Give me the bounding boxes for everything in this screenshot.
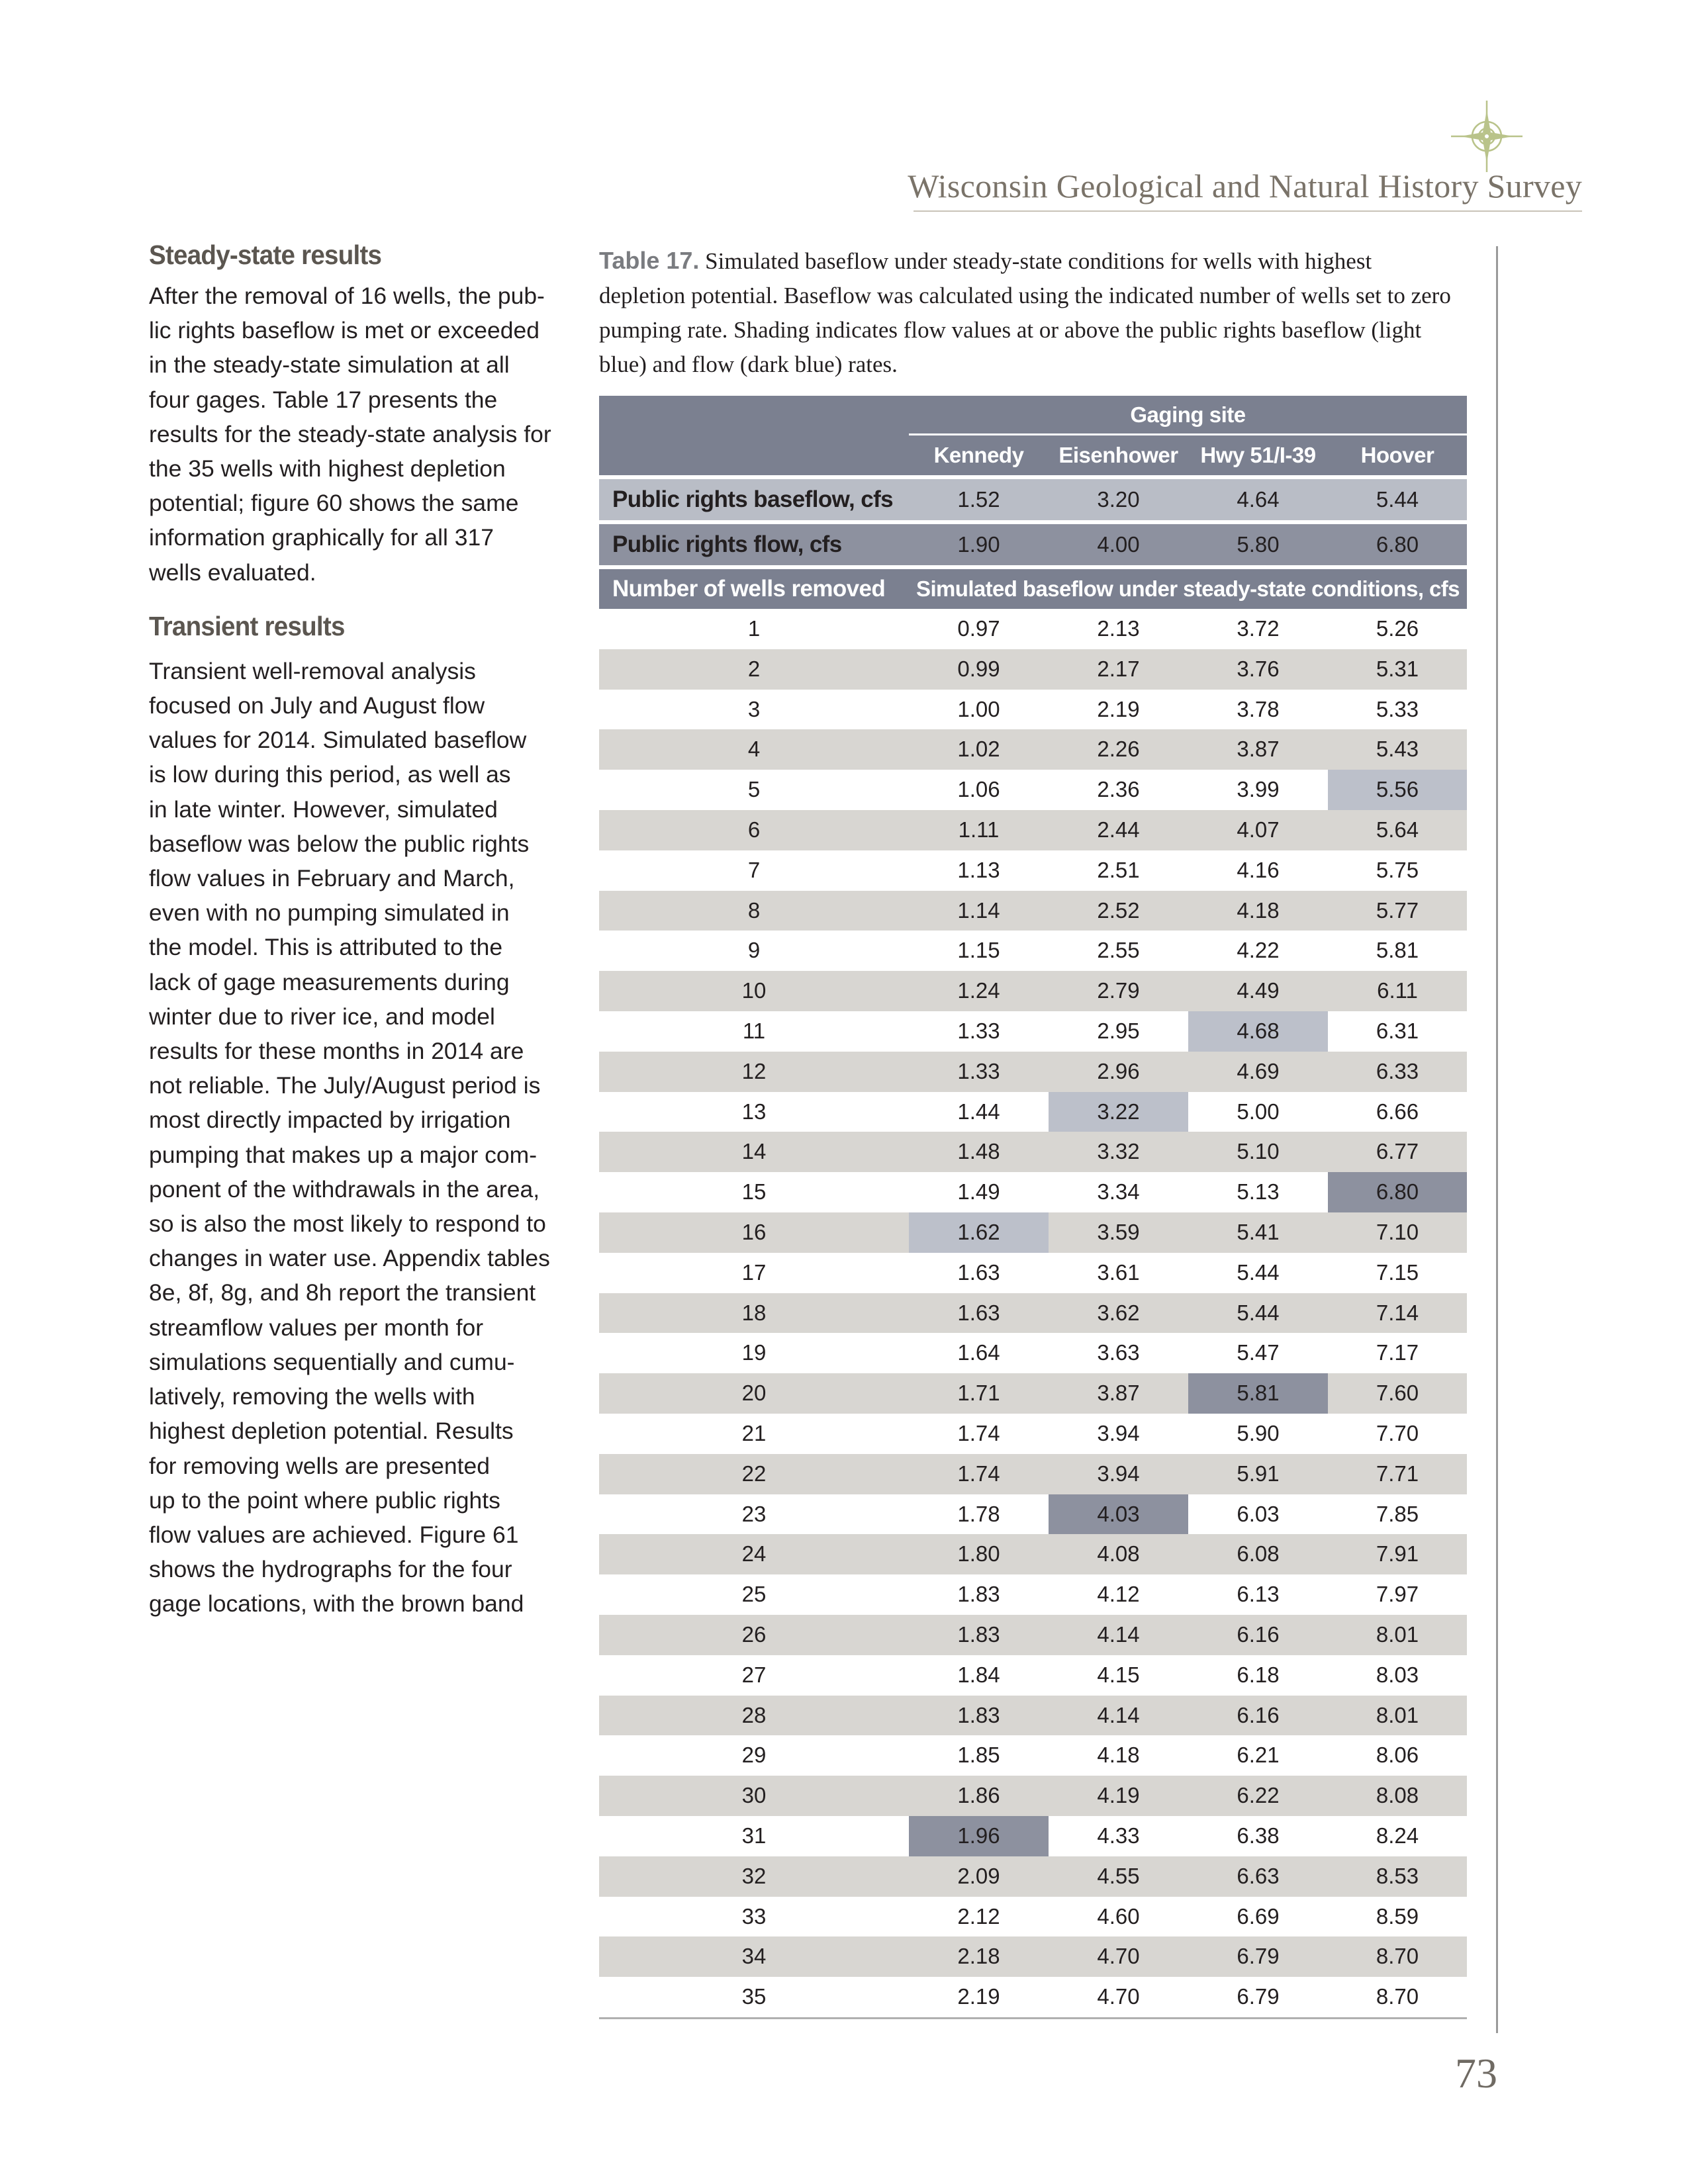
table-cell: 1.64 [957,1340,1000,1365]
table-cell: 1.83 [957,1702,1000,1727]
table-cell: 1.49 [957,1179,1000,1205]
paragraph-steady-state: After the removal of 16 wells, the pub- lic rights baseflow is met or exceeded in the steady-state simulation at all four gages. Table 17 presents the results for the steady-state analysis for the 35 wells with highest depletion potential; figure 60 shows the same information graphically for all 317 wells evaluated. [149,283,551,586]
table-cell: 7.97 [1376,1582,1419,1607]
wells-removed-cell: 23 [741,1501,767,1526]
table-cell: 5.90 [1237,1420,1280,1445]
public-rights-flow-row [599,524,1467,565]
table-cell: 1.86 [957,1783,1000,1808]
table-cell: 1.15 [957,938,1000,963]
table-cell: 4.14 [1097,1621,1140,1647]
table-row [599,1735,1467,1776]
table-cell: 1.83 [957,1582,1000,1607]
table-row [599,1534,1467,1574]
table-cell: 3.61 [1097,1259,1140,1285]
wells-removed-cell: 6 [747,817,761,842]
table-cell: 8.70 [1376,1984,1419,2009]
table-row [599,1011,1467,1052]
table-cell: 6.16 [1237,1702,1280,1727]
table-cell: 6.38 [1237,1823,1280,1848]
row-label: Public rights baseflow, cfs [612,486,893,512]
table-cell: 7.85 [1376,1501,1419,1526]
table-row [599,931,1467,971]
table-cell: 1.71 [957,1381,1000,1406]
table-cell: 1.63 [957,1259,1000,1285]
wells-removed-cell: 34 [741,1944,767,1969]
table-cell: 5.75 [1376,857,1419,882]
table-row [599,1494,1467,1535]
table-cell: 4.33 [1097,1823,1140,1848]
table-header-blank [599,435,909,475]
table-cell: 5.43 [1376,737,1419,762]
table-row [599,1615,1467,1655]
wells-removed-cell: 29 [741,1743,767,1768]
table-row [599,1212,1467,1253]
page-number: 73 [1455,2050,1497,2097]
table-cell: 6.22 [1237,1783,1280,1808]
table-cell: 6.18 [1237,1662,1280,1687]
table-cell: 3.94 [1097,1461,1140,1486]
table-cell: 4.64 [1237,487,1280,512]
table-cell: 6.63 [1237,1863,1280,1888]
table-cell: 4.18 [1097,1743,1140,1768]
table-cell: 4.22 [1237,938,1280,963]
section-heading-steady-state: Steady-state results [149,240,382,270]
column-header-eisenhower: Eisenhower [1058,443,1178,467]
table-cell: 5.13 [1237,1179,1280,1205]
table-cell: 3.87 [1097,1381,1140,1406]
section-heading-transient: Transient results [149,610,345,641]
table-row [599,1655,1467,1696]
table-cell: 6.33 [1376,1058,1419,1083]
table-cell: 2.36 [1097,777,1140,802]
table-cell: 3.76 [1237,656,1280,681]
wells-removed-cell: 2 [747,656,761,681]
table-body [599,609,1467,2017]
wells-removed-cell: 11 [742,1018,766,1043]
table-cell: 6.77 [1376,1139,1419,1164]
table-cell: 2.52 [1097,897,1140,923]
table-cell: 0.97 [957,616,1000,641]
table-cell: 7.10 [1376,1219,1419,1244]
table-column-header-row [599,435,1467,475]
table-cell: 1.48 [957,1139,1000,1164]
table-cell: 6.21 [1237,1743,1280,1768]
wells-removed-cell: 17 [741,1259,767,1285]
table-bottom-rule [599,2017,1467,2019]
table-caption-text: Simulated baseflow under steady-state conditions for wells with highest depletion potential. Baseflow was calculated using the indicated number of wells set to zero pumping rate. Shading indicates flow values at or above the public rights baseflow (light blue) and flow (dark blue) rates. [599,248,1451,377]
table-cell: 1.80 [957,1541,1000,1567]
wells-removed-cell: 19 [741,1340,767,1365]
wells-removed-cell: 20 [741,1381,767,1406]
table-cell: 8.53 [1376,1863,1419,1888]
wells-removed-cell: 16 [741,1219,767,1244]
wells-removed-cell: 7 [747,857,761,882]
table-cell: 4.14 [1097,1702,1140,1727]
table-cell: 8.24 [1376,1823,1419,1848]
simulated-baseflow-header: Simulated baseflow under steady-state conditions, cfs [916,576,1460,601]
data-header-row [599,569,1467,609]
wells-removed-cell: 26 [741,1621,767,1647]
table-cell: 1.83 [957,1621,1000,1647]
table-cell: 7.14 [1376,1300,1419,1325]
table-row [599,1414,1467,1454]
table-cell: 5.44 [1237,1259,1280,1285]
table-cell: 7.17 [1376,1340,1419,1365]
table-cell: 2.09 [957,1863,1000,1888]
wells-removed-cell: 35 [741,1984,767,2009]
table-cell: 6.79 [1237,1944,1280,1969]
table-cell: 4.70 [1097,1984,1140,2009]
table-row [599,1454,1467,1494]
table-cell: 7.71 [1376,1461,1419,1486]
table-cell: 3.32 [1097,1139,1140,1164]
table-cell: 5.56 [1328,770,1467,810]
table-row [599,1696,1467,1736]
table-cell: 1.24 [957,978,1000,1003]
wells-removed-cell: 21 [741,1420,767,1445]
table-cell: 6.03 [1237,1501,1280,1526]
table-cell: 1.44 [957,1099,1000,1124]
table-cell: 3.20 [1097,487,1140,512]
table-cell: 5.91 [1237,1461,1280,1486]
table-cell: 1.74 [957,1420,1000,1445]
table-cell: 7.91 [1376,1541,1419,1567]
wells-removed-cell: 4 [747,737,761,762]
table-cell: 2.44 [1097,817,1140,842]
table-cell: 2.51 [1097,857,1140,882]
table-cell: 1.33 [957,1018,1000,1043]
table-cell: 4.18 [1237,897,1280,923]
table-cell: 5.44 [1376,487,1419,512]
table-row [599,1373,1467,1414]
table-cell: 3.72 [1237,616,1280,641]
table-cell: 7.15 [1376,1259,1419,1285]
table-cell: 1.13 [957,857,1000,882]
table-cell: 5.31 [1376,656,1419,681]
table-cell: 3.59 [1097,1219,1140,1244]
table-row [599,729,1467,770]
table-row [599,1936,1467,1977]
table-row [599,1132,1467,1172]
table-cell: 1.06 [957,777,1000,802]
table-cell: 5.47 [1237,1340,1280,1365]
table-cell: 5.81 [1376,938,1419,963]
table-cell: 6.66 [1376,1099,1419,1124]
column-header-hoover: Hoover [1360,443,1434,467]
column-header-hwy51: Hwy 51/I-39 [1200,443,1316,467]
table-row [599,690,1467,730]
table-cell: 2.96 [1097,1058,1140,1083]
table-cell: 4.49 [1237,978,1280,1003]
table-cell: 1.90 [957,532,1000,557]
table-cell: 3.99 [1237,777,1280,802]
table-row [599,1092,1467,1132]
table-row [599,1333,1467,1373]
wells-removed-cell: 5 [747,777,761,802]
table-cell: 8.06 [1376,1743,1419,1768]
wells-removed-cell: 32 [741,1863,767,1888]
table-cell: 4.12 [1097,1582,1140,1607]
table-cell: 4.15 [1097,1662,1140,1687]
table-caption [599,244,1460,382]
table-header-blank [599,396,909,435]
table-cell: 4.60 [1097,1903,1140,1929]
table-cell: 6.16 [1237,1621,1280,1647]
table-cell: 5.41 [1237,1219,1280,1244]
table-cell: 1.00 [957,696,1000,721]
table-cell: 5.26 [1376,616,1419,641]
table-cell: 6.13 [1237,1582,1280,1607]
table-cell: 5.33 [1376,696,1419,721]
table-cell: 4.08 [1097,1541,1140,1567]
wells-removed-cell: 13 [741,1099,767,1124]
table-cell: 5.10 [1237,1139,1280,1164]
table-cell: 4.55 [1097,1863,1140,1888]
left-column [149,240,573,1621]
table-cell: 5.80 [1237,532,1280,557]
table-row [599,609,1467,649]
table-cell: 2.19 [957,1984,1000,2009]
table-cell: 2.18 [957,1944,1000,1969]
table-cell: 1.63 [957,1300,1000,1325]
table-cell: 3.22 [1049,1092,1188,1132]
table-cell: 3.63 [1097,1340,1140,1365]
table-cell: 3.94 [1097,1420,1140,1445]
table-row [599,1172,1467,1212]
table-row [599,1856,1467,1897]
table-cell: 4.70 [1097,1944,1140,1969]
table-cell: 6.80 [1328,1172,1467,1212]
table-cell: 2.26 [1097,737,1140,762]
table-cell: 6.11 [1377,978,1418,1003]
table-cell: 7.70 [1376,1420,1419,1445]
table-cell: 3.78 [1237,696,1280,721]
table-cell: 5.64 [1376,817,1419,842]
gaging-site-header: Gaging site [909,396,1467,435]
paragraph-transient: Transient well-removal analysis focused on July and August flow values for 2014. Simulated baseflow is low during this period, as well as in late winter. However, simulated baseflow was below the public rights flow values in February and March, even with no pumping simulated in the model. This is attributed to the lack of gage measurements during winter due to river ice, and model results for these months in 2014 are not reliable. The July/August period is most directly impacted by irrigation pumping that makes up a major com- ponent of the withdrawals in the area, so is also the most likely to respond to changes in water use. Appendix tables 8e, 8f, 8g, and 8h report the transient streamflow values per month for simulations sequentially and cumu- latively, removing the wells with highest depletion potential. Results for removing wells are presented up to the point where public rights flow values are achieved. Figure 61 shows the hydrographs for the four gage locations, with the brown band [149,657,550,1617]
table-cell: 6.79 [1237,1984,1280,2009]
wells-removed-header: Number of wells removed [612,576,886,602]
table-cell: 2.13 [1097,616,1140,641]
table-cell: 1.02 [957,737,1000,762]
table-group-header-row [599,396,1467,435]
table-cell: 4.00 [1097,532,1140,557]
table-cell: 6.69 [1237,1903,1280,1929]
table-cell: 1.84 [957,1662,1000,1687]
table-label: Table 17. [599,247,700,274]
table-cell: 6.08 [1237,1541,1280,1567]
table-cell: 1.62 [909,1212,1049,1253]
wells-removed-cell: 8 [747,897,761,923]
table-row [599,1977,1467,2017]
column-header-kennedy: Kennedy [933,443,1024,467]
wells-removed-cell: 18 [741,1300,767,1325]
wells-removed-cell: 1 [747,616,761,641]
wells-removed-cell: 15 [741,1179,767,1205]
table-cell: 0.99 [957,656,1000,681]
table-row [599,1293,1467,1334]
table-cell: 6.31 [1376,1018,1419,1043]
table-cell: 2.19 [1097,696,1140,721]
table-cell: 4.68 [1188,1011,1328,1052]
table-row [599,850,1467,891]
table-cell: 8.01 [1376,1702,1419,1727]
public-rights-baseflow-row [599,479,1467,520]
table-cell: 1.96 [909,1816,1049,1856]
row-label: Public rights flow, cfs [612,531,842,557]
table-cell: 5.81 [1188,1373,1328,1414]
table-cell: 2.55 [1097,938,1140,963]
table-row [599,1897,1467,1937]
table-row [599,1816,1467,1856]
table-cell: 7.60 [1376,1381,1419,1406]
wells-removed-cell: 22 [741,1461,767,1486]
wells-removed-cell: 33 [741,1903,767,1929]
table-cell: 1.14 [957,897,1000,923]
table-cell: 5.44 [1237,1300,1280,1325]
table-cell: 8.03 [1376,1662,1419,1687]
table-cell: 2.12 [957,1903,1000,1929]
table-cell: 4.03 [1049,1494,1188,1535]
table-cell: 8.01 [1376,1621,1419,1647]
table-cell: 8.08 [1376,1783,1419,1808]
table-cell: 1.52 [957,487,1000,512]
wells-removed-cell: 3 [747,696,761,721]
wells-removed-cell: 30 [741,1783,767,1808]
table-row [599,770,1467,810]
wells-removed-cell: 28 [741,1702,767,1727]
table-cell: 6.80 [1376,532,1419,557]
table-row [599,1253,1467,1293]
table-cell: 2.79 [1097,978,1140,1003]
baseflow-table [599,396,1467,2019]
wells-removed-cell: 27 [741,1662,767,1687]
table-row [599,891,1467,931]
table-cell: 4.19 [1097,1783,1140,1808]
table-cell: 2.95 [1097,1018,1140,1043]
table-cell: 1.74 [957,1461,1000,1486]
table-row [599,810,1467,850]
table-cell: 3.62 [1097,1300,1140,1325]
table-cell: 2.17 [1097,656,1140,681]
table-cell: 3.34 [1097,1179,1140,1205]
wells-removed-cell: 31 [741,1823,767,1848]
table-cell: 8.59 [1376,1903,1419,1929]
table-cell: 4.07 [1237,817,1280,842]
compass-crosshair-icon [1448,98,1525,175]
table-row [599,1776,1467,1816]
wells-removed-cell: 24 [741,1541,767,1567]
table-cell: 1.33 [957,1058,1000,1083]
table-cell: 4.16 [1237,857,1280,882]
table-row [599,1052,1467,1092]
column-divider [1496,246,1498,2033]
table-cell: 8.70 [1376,1944,1419,1969]
wells-removed-cell: 10 [741,978,767,1003]
table-cell: 1.78 [957,1501,1000,1526]
table-cell: 1.11 [958,817,1000,842]
table-row [599,1574,1467,1615]
wells-removed-cell: 25 [741,1582,767,1607]
table-row [599,971,1467,1011]
wells-removed-cell: 12 [741,1058,767,1083]
table-cell: 3.87 [1237,737,1280,762]
wells-removed-cell: 9 [747,938,761,963]
header-divider [914,210,1582,212]
table-cell: 5.77 [1376,897,1419,923]
table-cell: 1.85 [957,1743,1000,1768]
table-cell: 4.69 [1237,1058,1280,1083]
wells-removed-cell: 14 [741,1139,767,1164]
running-header-title: Wisconsin Geological and Natural History Survey [908,167,1582,205]
table-cell: 5.00 [1237,1099,1280,1124]
table-row [599,649,1467,690]
